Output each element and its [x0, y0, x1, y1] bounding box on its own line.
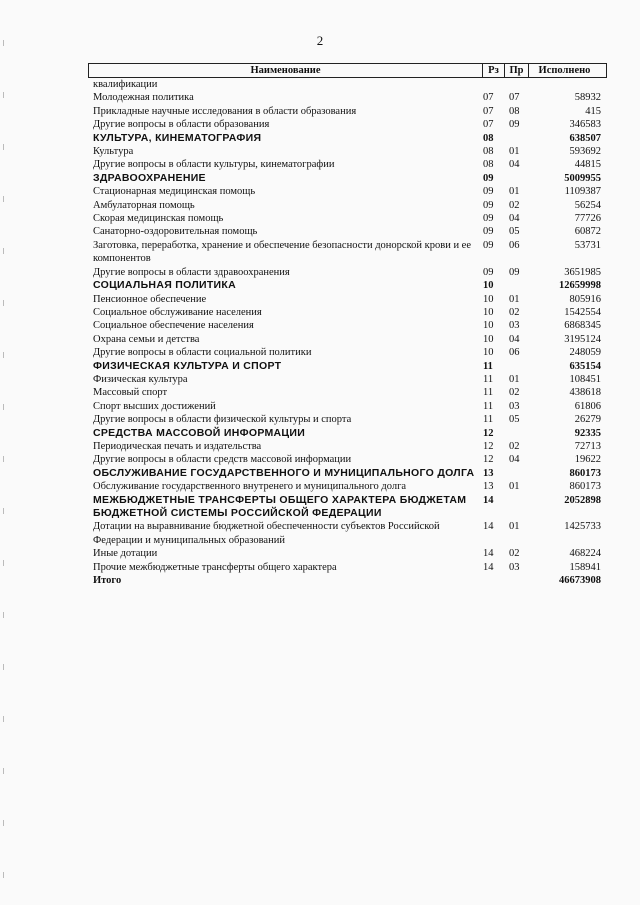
- row-name: ОБСЛУЖИВАНИЕ ГОСУДАРСТВЕННОГО И МУНИЦИПАЛЬНОГО ДОЛГА: [93, 466, 475, 479]
- table-row: [88, 239, 607, 266]
- row-pr: 08: [509, 105, 520, 117]
- row-pr: 01: [509, 481, 520, 493]
- row-rz: 09: [483, 199, 494, 211]
- table-row: [88, 413, 607, 426]
- row-value: 60872: [574, 226, 601, 238]
- table-row: [88, 91, 607, 104]
- row-rz: 09: [483, 239, 494, 251]
- header-rz: Рз: [482, 64, 504, 77]
- table-row: [88, 346, 607, 359]
- row-value: 72713: [574, 440, 601, 452]
- section-row: [88, 172, 607, 185]
- row-value: 415: [585, 105, 601, 117]
- row-value: 346583: [569, 119, 601, 131]
- row-name: Физическая культура: [93, 373, 188, 385]
- row-value: 635154: [569, 360, 601, 372]
- table-row: [88, 400, 607, 413]
- section-row: [88, 427, 607, 440]
- table-row: [88, 520, 607, 547]
- row-pr: 04: [509, 159, 520, 171]
- row-name: Другие вопросы в области образования: [93, 119, 270, 131]
- row-pr: 03: [509, 400, 520, 412]
- row-rz: 10: [483, 333, 494, 345]
- row-pr: 05: [509, 414, 520, 426]
- row-value: 44815: [574, 159, 601, 171]
- table-header: [88, 63, 607, 78]
- row-rz: 10: [483, 306, 494, 318]
- budget-table: [88, 63, 607, 587]
- section-row: [88, 467, 607, 480]
- table-row: [88, 185, 607, 198]
- row-value: 593692: [569, 146, 601, 158]
- header-value: Исполнено: [528, 64, 606, 77]
- row-pr: 02: [509, 306, 520, 318]
- row-rz: 13: [483, 467, 494, 479]
- row-rz: 08: [483, 159, 494, 171]
- table-row: [88, 547, 607, 560]
- section-row: [88, 132, 607, 145]
- margin-tick: [3, 404, 4, 410]
- row-name: Скорая медицинская помощь: [93, 213, 224, 225]
- row-name: Прочие межбюджетные трансферты общего характера: [93, 561, 337, 573]
- row-rz: 08: [483, 146, 494, 158]
- row-value: 158941: [569, 561, 601, 573]
- row-rz: 07: [483, 105, 494, 117]
- row-rz: 14: [483, 494, 494, 506]
- table-row: [88, 158, 607, 171]
- row-value: 2052898: [564, 494, 601, 506]
- row-name: Другие вопросы в области социальной политики: [93, 347, 312, 359]
- row-rz: 09: [483, 186, 494, 198]
- row-name: Санаторно-оздоровительная помощь: [93, 226, 258, 238]
- row-name: Другие вопросы в области средств массовой информации: [93, 454, 352, 466]
- row-rz: 11: [483, 400, 494, 412]
- row-name: Охрана семьи и детства: [93, 333, 200, 345]
- row-rz: 07: [483, 92, 494, 104]
- margin-tick: [3, 508, 4, 514]
- row-value: 53731: [574, 239, 601, 251]
- row-pr: 01: [509, 293, 520, 305]
- row-value: 860173: [569, 481, 601, 493]
- row-pr: 01: [509, 186, 520, 198]
- row-value: 468224: [569, 548, 601, 560]
- row-name: Пенсионное обеспечение: [93, 293, 207, 305]
- row-rz: 13: [483, 481, 494, 493]
- row-rz: 14: [483, 548, 494, 560]
- table-row: [88, 225, 607, 238]
- table-row: [88, 118, 607, 131]
- row-name: Прикладные научные исследования в области образования: [93, 105, 357, 117]
- row-value: 248059: [569, 347, 601, 359]
- row-rz: 07: [483, 119, 494, 131]
- table-body: [88, 78, 607, 587]
- section-row: [88, 279, 607, 292]
- row-name: Периодическая печать и издательства: [93, 440, 262, 452]
- row-name: квалификации: [93, 79, 158, 90]
- header-name: Наименование: [250, 65, 321, 76]
- row-rz: 09: [483, 213, 494, 225]
- table-row: [88, 440, 607, 453]
- row-pr: 02: [509, 387, 520, 399]
- margin-tick: [3, 248, 4, 254]
- margin-tick: [3, 300, 4, 306]
- table-row: [88, 561, 607, 574]
- row-name: Амбулаторная помощь: [93, 199, 195, 211]
- row-name: КУЛЬТУРА, КИНЕМАТОГРАФИЯ: [93, 131, 262, 144]
- margin-tick: [3, 92, 4, 98]
- row-rz: 11: [483, 360, 493, 372]
- row-value: 92335: [574, 427, 601, 439]
- row-name: Другие вопросы в области физической культуры и спорта: [93, 414, 352, 426]
- row-value: 77726: [574, 213, 601, 225]
- table-row: [88, 373, 607, 386]
- row-pr: 04: [509, 333, 520, 345]
- row-rz: 14: [483, 561, 494, 573]
- row-pr: 07: [509, 92, 520, 104]
- row-value: 438618: [569, 387, 601, 399]
- row-rz: 11: [483, 414, 494, 426]
- row-rz: 12: [483, 440, 494, 452]
- row-value: 5009955: [564, 172, 601, 184]
- row-value: 61806: [574, 400, 601, 412]
- row-name: Социальное обслуживание населения: [93, 306, 262, 318]
- row-value: 58932: [574, 92, 601, 104]
- row-rz: 08: [483, 132, 494, 144]
- row-pr: 09: [509, 119, 520, 131]
- row-rz: 12: [483, 427, 494, 439]
- row-pr: 03: [509, 561, 520, 573]
- row-name: Массовый спорт: [93, 387, 168, 399]
- row-pr: 01: [509, 521, 520, 533]
- row-name: ЗДРАВООХРАНЕНИЕ: [93, 171, 206, 184]
- table-row: [88, 78, 607, 91]
- row-name: СОЦИАЛЬНАЯ ПОЛИТИКА: [93, 279, 236, 292]
- table-row: [88, 453, 607, 466]
- row-name: Дотации на выравнивание бюджетной обеспеченности субъектов Российской Федерации и муниципальных образований: [93, 521, 440, 546]
- table-row: [88, 105, 607, 118]
- margin-tick: [3, 872, 4, 878]
- margin-tick: [3, 40, 4, 46]
- row-pr: 01: [509, 146, 520, 158]
- row-value: 1109387: [564, 186, 601, 198]
- row-value: 56254: [574, 199, 601, 211]
- row-name: Другие вопросы в области культуры, кинематографии: [93, 159, 335, 171]
- row-name: Спорт высших достижений: [93, 400, 216, 412]
- row-name: Стационарная медицинская помощь: [93, 186, 256, 198]
- row-pr: 02: [509, 440, 520, 452]
- margin-tick: [3, 456, 4, 462]
- section-row: [88, 494, 607, 521]
- section-row: [88, 360, 607, 373]
- row-pr: 05: [509, 226, 520, 238]
- row-rz: 11: [483, 373, 494, 385]
- row-rz: 09: [483, 226, 494, 238]
- margin-tick: [3, 820, 4, 826]
- total-row: [88, 574, 607, 587]
- row-pr: 09: [509, 266, 520, 278]
- row-pr: 03: [509, 320, 520, 332]
- row-name: Обслуживание государственного внутренего и муниципального долга: [93, 481, 407, 493]
- table-row: [88, 480, 607, 493]
- row-rz: 10: [483, 347, 494, 359]
- row-rz: 10: [483, 320, 494, 332]
- margin-tick: [3, 664, 4, 670]
- row-value: 19622: [574, 454, 601, 466]
- row-rz: 09: [483, 266, 494, 278]
- row-pr: 06: [509, 347, 520, 359]
- scan-margin-marks: [3, 0, 5, 905]
- table-row: [88, 319, 607, 332]
- row-pr: 04: [509, 454, 520, 466]
- header-pr: Пр: [504, 64, 528, 77]
- margin-tick: [3, 560, 4, 566]
- row-name: ФИЗИЧЕСКАЯ КУЛЬТУРА И СПОРТ: [93, 359, 282, 372]
- row-name: Культура: [93, 146, 134, 158]
- row-value: 108451: [569, 373, 601, 385]
- row-rz: 11: [483, 387, 494, 399]
- table-row: [88, 212, 607, 225]
- row-rz: 09: [483, 172, 494, 184]
- row-pr: 02: [509, 548, 520, 560]
- row-name: Иные дотации: [93, 548, 158, 560]
- row-pr: 01: [509, 373, 520, 385]
- row-value: 26279: [574, 414, 601, 426]
- row-rz: 12: [483, 454, 494, 466]
- table-row: [88, 199, 607, 212]
- margin-tick: [3, 196, 4, 202]
- page-number: 2: [316, 33, 324, 48]
- row-value: 1542554: [564, 306, 601, 318]
- row-value: 638507: [569, 132, 601, 144]
- row-value: 6868345: [564, 320, 601, 332]
- row-value: 12659998: [559, 280, 601, 292]
- margin-tick: [3, 352, 4, 358]
- row-rz: 10: [483, 293, 494, 305]
- row-value: 860173: [569, 467, 601, 479]
- row-name: Социальное обеспечение населения: [93, 320, 254, 332]
- margin-tick: [3, 716, 4, 722]
- table-row: [88, 266, 607, 279]
- row-name: Молодежная политика: [93, 92, 194, 104]
- row-name: Итого: [93, 575, 122, 587]
- row-value: 3651985: [564, 266, 601, 278]
- row-value: 46673908: [559, 575, 601, 587]
- table-row: [88, 333, 607, 346]
- margin-tick: [3, 768, 4, 774]
- row-pr: 04: [509, 213, 520, 225]
- row-name: СРЕДСТВА МАССОВОЙ ИНФОРМАЦИИ: [93, 426, 306, 439]
- row-name: Заготовка, переработка, хранение и обеспечение безопасности донорской крови и ее компонентов: [93, 239, 472, 265]
- table-row: [88, 386, 607, 399]
- row-rz: 14: [483, 521, 494, 533]
- row-rz: 10: [483, 280, 494, 292]
- margin-tick: [3, 612, 4, 618]
- row-name: МЕЖБЮДЖЕТНЫЕ ТРАНСФЕРТЫ ОБЩЕГО ХАРАКТЕРА БЮДЖЕТАМ БЮДЖЕТНОЙ СИСТЕМЫ РОССИЙСКОЙ ФЕДЕРАЦИИ: [93, 493, 467, 519]
- table-row: [88, 306, 607, 319]
- row-name: Другие вопросы в области здравоохранения: [93, 266, 290, 278]
- table-row: [88, 145, 607, 158]
- margin-tick: [3, 144, 4, 150]
- row-value: 805916: [569, 293, 601, 305]
- row-value: 3195124: [564, 333, 601, 345]
- row-value: 1425733: [564, 521, 601, 533]
- table-row: [88, 293, 607, 306]
- row-pr: 06: [509, 239, 520, 251]
- row-pr: 02: [509, 199, 520, 211]
